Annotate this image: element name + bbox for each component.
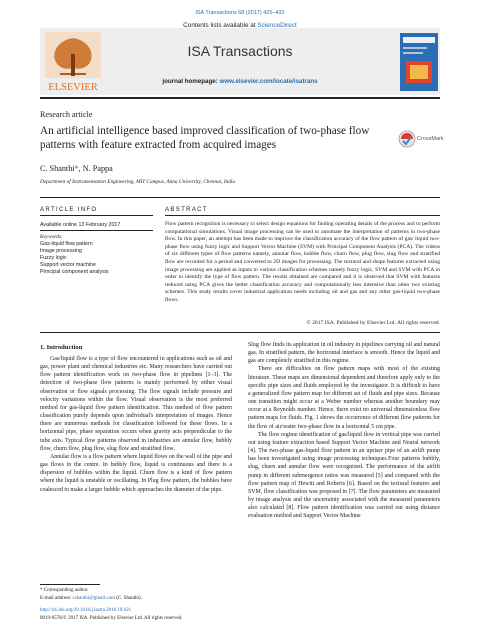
title-rule <box>40 197 440 198</box>
journal-cover-thumbnail <box>400 33 438 91</box>
elsevier-tree-logo <box>42 30 104 96</box>
article-title: An artificial intelligence based improved classification of two-phase flow patterns with feature extracted from acquired images <box>40 125 370 151</box>
keyword-item: Image processing <box>40 248 82 254</box>
email-suffix: (C. Shanthi). <box>115 596 142 601</box>
contents-prefix: Contents lists available at <box>183 22 258 29</box>
author-separator: , <box>78 164 83 173</box>
email-link[interactable]: cshanthi@gmail.com <box>72 596 116 601</box>
paragraph: The flow regime identification of gas/liquid flow in vertical pipe was carried out using feature extraction based Support Vector Machine and Neural network [4]. The two-phase gas-liquid flow pattern in an upriser pipe of an airlift pump has been investigated using image processing techniques.Four patterns bubbly, slug, churn and annular flow were recognized. The performance of the airlift pump in different submergence ratios was measured [5] and compared with the flow pattern map of Hewitt and Roberts [6]. Based on the textural features and SVM, flow classification was proposed in [7]. The flow parameters are measured by image analysis and the uncertainty associated with the measured parameters also calculated [8]. Flow pattern identification was carried out using distance evaluation method and Support Vector Machine <box>248 431 440 520</box>
crossmark-label: CrossMark <box>417 136 444 142</box>
contents-line <box>0 22 480 29</box>
abstract-rule <box>165 215 440 216</box>
email-label: E-mail address: <box>40 596 73 601</box>
keywords-label: Keywords: <box>40 234 63 240</box>
footnote-rule <box>40 584 100 585</box>
crossmark-badge[interactable] <box>398 128 442 150</box>
available-online: Available online 13 February 2017 <box>40 222 121 228</box>
paragraph: There are difficulties on flow pattern maps with most of the existing literature. These maps are dimensional dependent and therefore apply only to the specific pipe sizes and fluids employed by the investigator. It is difficult to have a generalized flow pattern map for different set of fluids and pipe sizes. Because one transition might occur at a Weber number whereas another boundary may occur at a Reynolds number. Hence, there exist no universal dimensionless flow pattern maps for fluids. Fig. 1 shows the occurrence of different flow patterns for the flow of air/water two-phase flow in a horizontal 5 cm pipe. <box>248 366 440 430</box>
info-rule <box>40 215 153 216</box>
journal-title: ISA Transactions <box>187 43 293 59</box>
doi-link[interactable]: http://dx.doi.org/10.1016/j.isatra.2016.10.021 <box>40 608 132 613</box>
elsevier-wordmark: ELSEVIER <box>48 82 98 93</box>
corresponding-author-note: * Corresponding author. <box>40 588 89 593</box>
homepage-link[interactable]: www.elsevier.com/locate/isatrans <box>219 78 318 85</box>
homepage-prefix: journal homepage: <box>162 78 220 85</box>
corresponding-author-mark[interactable]: * <box>74 164 79 173</box>
body-right-column <box>248 341 440 520</box>
article-info-heading: ARTICLE INFO <box>40 206 98 213</box>
paragraph: Annular flow is a flow pattern where liquid flows on the wall of the pipe and gas flows in the centre. In bubbly flow, liquid is continuous and there is a dispersion of bubbles within the liquid. Churn flow is a kind of flow pattern where the liquid is unstable or oscillating. In Plug flow pattern, the bubbles have coalesced to make a larger bubble which approaches the diameter of the pipe. <box>40 453 232 493</box>
article-type: Research article <box>40 110 93 119</box>
paragraph: Gas/liquid flow is a type of flow encountered in applications such as oil and gas, power plant and chemical industries etc. Many researchers have carried out flow pattern identification work on two-phase flow in pipelines [1–3]. The detection of two-phase flow patterns is mainly performed by either visual observation or flow signals processing. The flow signals include pressure and velocity variations within the flow. Visual observation is the most preferred method for gas-liquid flow pattern identification. This method of flow pattern classification purely depends upon individual's interpretation of images. Hence there are numerous methods for classification followed for these flows. In a horizontal pipe, phase separation occurs when gravity acts perpendicular to the tube axis. Typical flow patterns observed in industries are annular flow, bubbly flow, churn flow, plug flow, slug flow and stratified flow. <box>40 356 232 452</box>
abstract-copyright: © 2017 ISA. Published by Elsevier Ltd. All rights reserved. <box>306 320 440 326</box>
introduction-heading: 1. Introduction <box>40 344 83 351</box>
author-2: N. Pappa <box>82 164 113 173</box>
header-rule <box>40 97 440 99</box>
corresponding-email-line <box>40 596 142 601</box>
authors <box>40 164 113 173</box>
available-rule <box>40 230 153 231</box>
crossmark-icon <box>398 130 416 148</box>
author-1: C. Shanthi <box>40 164 75 173</box>
keyword-item: Gas-liquid flow pattern <box>40 241 93 247</box>
abstract-heading: ABSTRACT <box>165 206 208 213</box>
sciencedirect-link[interactable]: ScienceDirect <box>257 22 297 29</box>
body-left-column <box>40 355 232 494</box>
paragraph: Slug flow finds its application in oil industry in pipelines carrying oil and natural gas. In stratified pattern, the horizontal interface is smooth. Hence the liquid and gas are completely stratified in this regime. <box>248 342 440 365</box>
abstract-bottom-rule <box>40 332 440 333</box>
affiliation: Department of Instrumentation Engineering, MIT Campus, Anna University, Chennai, India <box>40 179 236 185</box>
issn-line: 0019-0578/© 2017 ISA. Published by Elsevier Ltd. All rights reserved. <box>40 616 183 621</box>
keyword-item: Fuzzy logic <box>40 255 67 261</box>
keyword-item: Principal component analysis <box>40 269 109 275</box>
journal-reference[interactable]: ISA Transactions 68 (2017) 425–432 <box>195 10 285 16</box>
abstract-text: Flow pattern recognition is necessary to select design equations for finding operating details of the process and to perform computational simulations. Visual image processing can be used to automate the interpretation of patterns in two-phase flow. In this paper, an attempt has been made to improve the classification accuracy of the flow pattern of gas/ liquid two- phase flow using fuzzy logic and Support Vector Machine (SVM) with Principal Component Analysis (PCA). The videos of six different types of flow patterns namely, annular flow, bubble flow, churn flow, plug flow, slug flow and stratified flow are recorded for a period and converted to 2D images for processing. The textural and shape features extracted using image processing are applied as inputs to various classification schemes namely fuzzy logic, SVM and SVM with PCA in order to identify the type of flow pattern. The results obtained are compared and it is observed that SVM with features reduced using PCA gives the better classification accuracy and computationally less intensive than other two existing schemes. This study results cover industrial application needs including oil and gas and any other gas-liquid two-phase flows. <box>165 221 440 303</box>
keyword-item: Support vector machine <box>40 262 96 268</box>
